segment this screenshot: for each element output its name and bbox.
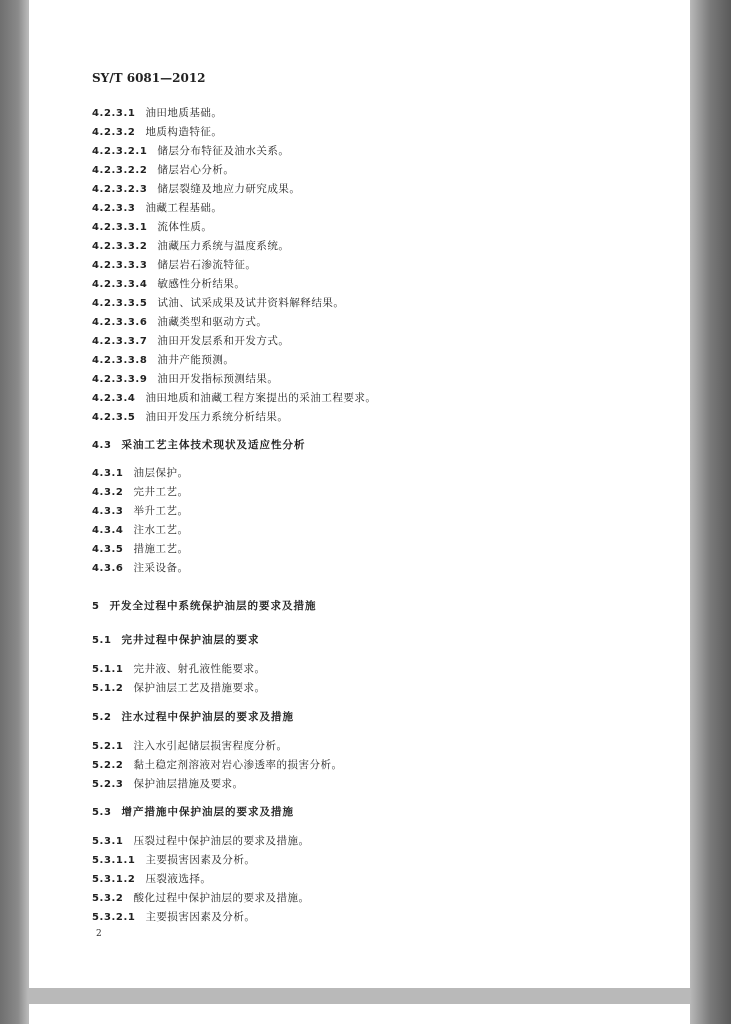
document-page: [29, 0, 690, 988]
item-text: 注水工艺。: [133, 524, 189, 536]
list-item: [92, 485, 188, 499]
section-heading: [92, 805, 294, 819]
item-text: 完井液、射孔液性能要求。: [133, 663, 266, 675]
list-item: [92, 853, 255, 867]
item-number: 4.3.6: [92, 563, 124, 574]
list-item: [92, 739, 287, 753]
list-item: [92, 296, 344, 310]
heading-number: 5.1: [92, 635, 112, 646]
item-text: 注入水引起储层损害程度分析。: [133, 740, 288, 752]
item-number: 5.2.3: [92, 779, 124, 790]
item-number: 5.3.2.1: [92, 912, 136, 923]
list-item: [92, 834, 309, 848]
list-item: [92, 891, 309, 905]
heading-number: 5: [92, 601, 100, 612]
item-text: 黏土稳定剂溶液对岩心渗透率的损害分析。: [133, 759, 343, 771]
item-number: 4.2.3.3.5: [92, 298, 148, 309]
list-item: [92, 466, 188, 480]
item-number: 5.3.1: [92, 836, 124, 847]
list-item: [92, 144, 289, 158]
list-item: [92, 277, 245, 291]
item-number: 4.2.3.3.6: [92, 317, 148, 328]
item-text: 保护油层工艺及措施要求。: [133, 682, 266, 694]
item-number: 4.3.5: [92, 544, 124, 555]
item-text: 储层裂缝及地应力研究成果。: [157, 183, 301, 195]
heading-text: 注水过程中保护油层的要求及措施: [121, 711, 295, 723]
item-text: 举升工艺。: [133, 505, 189, 517]
list-item: [92, 523, 188, 537]
item-text: 敏感性分析结果。: [157, 278, 246, 290]
item-text: 油藏压力系统与温度系统。: [157, 240, 290, 252]
item-text: 流体性质。: [157, 221, 213, 233]
section-heading: [92, 599, 317, 613]
item-text: 注采设备。: [133, 562, 189, 574]
item-number: 5.1.1: [92, 664, 124, 675]
item-number: 4.2.3.3.3: [92, 260, 148, 271]
item-number: 4.2.3.3.1: [92, 222, 148, 233]
item-text: 储层分布特征及油水关系。: [157, 145, 290, 157]
item-number: 5.3.1.1: [92, 855, 136, 866]
list-item: [92, 353, 234, 367]
item-text: 措施工艺。: [133, 543, 189, 555]
list-item: [92, 239, 289, 253]
item-number: 4.3.2: [92, 487, 124, 498]
list-item: [92, 542, 188, 556]
heading-text: 采油工艺主体技术现状及适应性分析: [121, 439, 306, 451]
item-number: 4.3.1: [92, 468, 124, 479]
item-text: 压裂液选择。: [145, 873, 212, 885]
standard-header: SY/T 6081—2012: [92, 71, 206, 85]
heading-number: 5.2: [92, 712, 112, 723]
item-text: 完井工艺。: [133, 486, 189, 498]
list-item: [92, 758, 342, 772]
item-text: 油田开发层系和开发方式。: [157, 335, 290, 347]
item-text: 主要损害因素及分析。: [145, 854, 256, 866]
list-item: [92, 504, 188, 518]
list-item: [92, 163, 234, 177]
next-page-edge: [29, 1004, 690, 1024]
list-item: [92, 125, 222, 139]
list-item: [92, 220, 212, 234]
list-item: [92, 410, 288, 424]
list-item: [92, 777, 243, 791]
item-text: 油藏类型和驱动方式。: [157, 316, 268, 328]
item-number: 4.2.3.2.3: [92, 184, 148, 195]
item-text: 油田地质基础。: [145, 107, 223, 119]
item-text: 油田开发压力系统分析结果。: [145, 411, 289, 423]
item-number: 5.2.2: [92, 760, 124, 771]
list-item: [92, 106, 222, 120]
item-text: 地质构造特征。: [145, 126, 223, 138]
list-item: [92, 334, 289, 348]
item-number: 4.2.3.3: [92, 203, 136, 214]
item-number: 5.3.2: [92, 893, 124, 904]
item-text: 主要损害因素及分析。: [145, 911, 256, 923]
item-text: 油层保护。: [133, 467, 189, 479]
item-number: 4.2.3.3.2: [92, 241, 148, 252]
list-item: [92, 201, 222, 215]
list-item: [92, 372, 278, 386]
heading-text: 完井过程中保护油层的要求: [121, 634, 260, 646]
item-number: 4.2.3.3.4: [92, 279, 148, 290]
item-text: 储层岩心分析。: [157, 164, 235, 176]
item-text: 酸化过程中保护油层的要求及措施。: [133, 892, 310, 904]
item-text: 油藏工程基础。: [145, 202, 223, 214]
item-number: 4.2.3.2.2: [92, 165, 148, 176]
item-number: 4.2.3.1: [92, 108, 136, 119]
item-number: 4.2.3.4: [92, 393, 136, 404]
list-item: [92, 662, 265, 676]
item-text: 油井产能预测。: [157, 354, 235, 366]
heading-number: 4.3: [92, 440, 112, 451]
item-number: 4.2.3.3.7: [92, 336, 148, 347]
item-text: 保护油层措施及要求。: [133, 778, 244, 790]
section-heading: [92, 710, 294, 724]
heading-text: 开发全过程中系统保护油层的要求及措施: [109, 600, 317, 612]
item-number: 4.2.3.2: [92, 127, 136, 138]
page-number: 2: [96, 929, 102, 939]
item-text: 试油、试采成果及试井资料解释结果。: [157, 297, 345, 309]
list-item: [92, 258, 256, 272]
section-heading: [92, 438, 306, 452]
item-text: 油田地质和油藏工程方案提出的采油工程要求。: [145, 392, 377, 404]
item-number: 4.3.3: [92, 506, 124, 517]
item-number: 4.2.3.3.9: [92, 374, 148, 385]
list-item: [92, 910, 255, 924]
list-item: [92, 872, 211, 886]
item-text: 压裂过程中保护油层的要求及措施。: [133, 835, 310, 847]
item-text: 油田开发指标预测结果。: [157, 373, 279, 385]
item-number: 5.1.2: [92, 683, 124, 694]
section-heading: [92, 633, 260, 647]
item-number: 5.2.1: [92, 741, 124, 752]
list-item: [92, 561, 188, 575]
item-number: 4.2.3.5: [92, 412, 136, 423]
list-item: [92, 681, 265, 695]
list-item: [92, 391, 376, 405]
heading-number: 5.3: [92, 807, 112, 818]
list-item: [92, 182, 300, 196]
item-number: 4.2.3.3.8: [92, 355, 148, 366]
heading-text: 增产措施中保护油层的要求及措施: [121, 806, 295, 818]
list-item: [92, 315, 267, 329]
item-text: 储层岩石渗流特征。: [157, 259, 257, 271]
item-number: 5.3.1.2: [92, 874, 136, 885]
item-number: 4.2.3.2.1: [92, 146, 148, 157]
item-number: 4.3.4: [92, 525, 124, 536]
